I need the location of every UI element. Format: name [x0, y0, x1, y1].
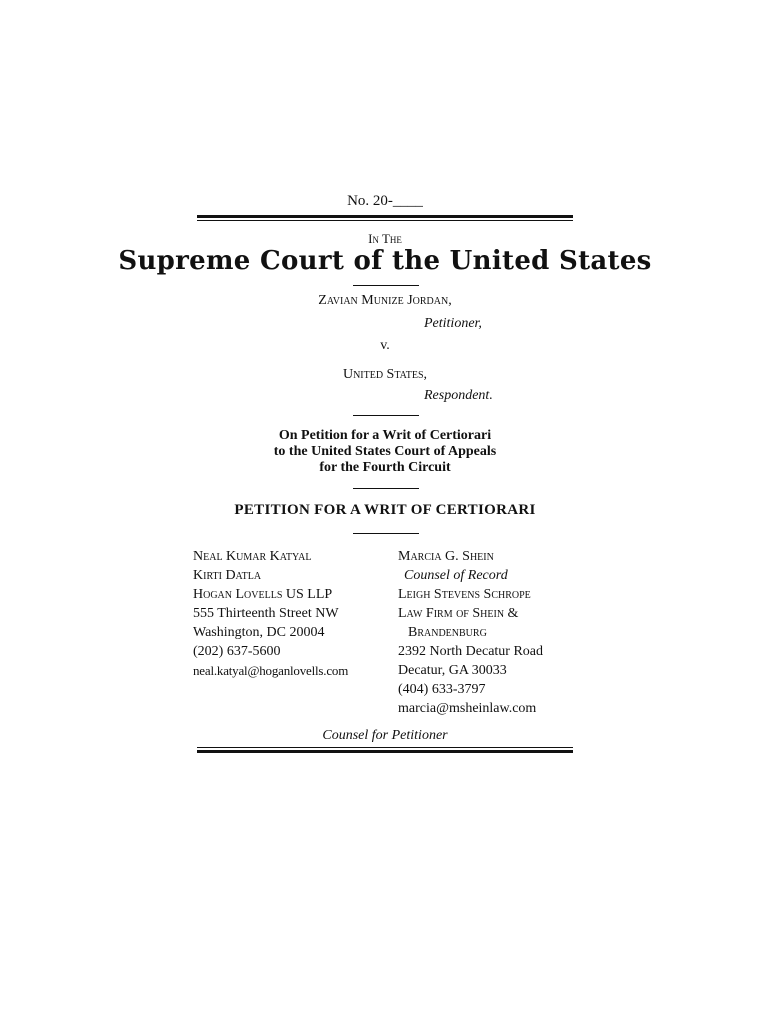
city-state-zip: Washington, DC 20004 [193, 625, 325, 640]
counsel-name: Neal Kumar Katyal [193, 549, 312, 564]
divider [353, 285, 419, 286]
firm-name: Hogan Lovells US LLP [193, 587, 333, 602]
counsel-for-petitioner-label: Counsel for Petitioner [322, 728, 448, 743]
in-the-label: In The [368, 231, 402, 246]
phone-number: (202) 637-5600 [193, 644, 281, 659]
email-link[interactable]: marcia@msheinlaw.com [398, 701, 537, 716]
city-state-zip: Decatur, GA 30033 [398, 663, 507, 678]
docket-number: No. 20-____ [347, 193, 423, 209]
petitioner-name: Zavian Munize Jordan, [318, 293, 452, 308]
email-link[interactable]: neal.katyal@hoganlovells.com [193, 663, 349, 678]
versus: v. [380, 338, 390, 353]
phone-number: (404) 633-3797 [398, 682, 486, 697]
counsel-of-record-label: Counsel of Record [404, 568, 508, 583]
counsel-name: Marcia G. Shein [398, 549, 494, 564]
divider [353, 415, 419, 416]
petition-subtitle-line-1: On Petition for a Writ of Certiorari [278, 428, 492, 443]
firm-name: Law Firm of Shein & [398, 606, 519, 621]
petitioner-role: Petitioner, [424, 316, 482, 331]
petition-subtitle-line-2: to the United States Court of Appeals [273, 444, 497, 459]
top-double-rule [197, 215, 573, 221]
court-name: Supreme Court of the United States [118, 246, 652, 276]
street-address: 2392 North Decatur Road [398, 644, 544, 659]
divider [353, 488, 419, 489]
bottom-double-rule [197, 747, 573, 753]
right-counsel-block [398, 547, 543, 718]
document-title: PETITION FOR A WRIT OF CERTIORARI [234, 502, 536, 518]
counsel-name: Kirti Datla [193, 568, 262, 583]
petition-subtitle-line-3: for the Fourth Circuit [319, 460, 451, 475]
street-address: 555 Thirteenth Street NW [193, 606, 339, 621]
respondent-name: United States, [342, 367, 428, 382]
firm-name-continued: Brandenburg [408, 625, 487, 640]
respondent-role: Respondent. [424, 388, 493, 403]
divider [353, 533, 419, 534]
left-counsel-block [193, 547, 348, 680]
counsel-name: Leigh Stevens Schrope [398, 587, 531, 602]
